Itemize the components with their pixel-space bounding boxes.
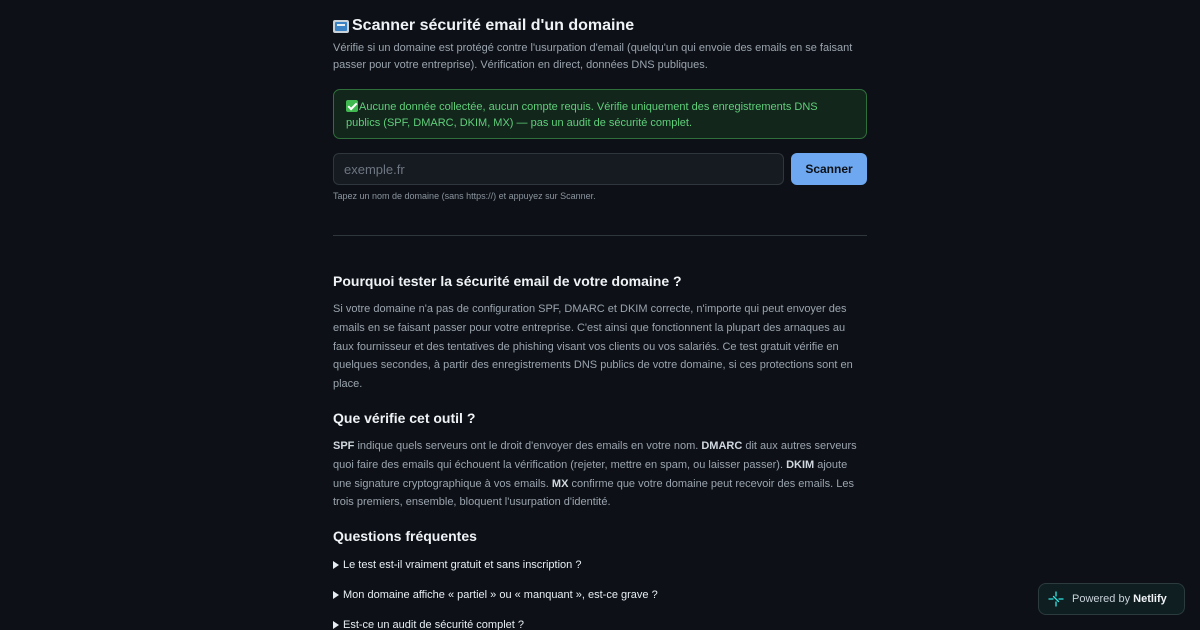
faq-heading: Questions fréquentes [333, 528, 477, 545]
faq-item[interactable] [333, 618, 867, 630]
page-title-text: Scanner sécurité email d'un domaine [352, 17, 635, 34]
faq-question: Le test est-il vraiment gratuit et sans inscription ? [343, 559, 582, 572]
dkim-term: DKIM [786, 458, 815, 471]
netlify-badge-text [1072, 593, 1167, 605]
search-row [333, 153, 867, 185]
netlify-badge-prefix: Powered by [1072, 593, 1134, 605]
faq-item[interactable] [333, 588, 867, 602]
mx-term: MX [551, 477, 569, 490]
page-title [333, 16, 867, 36]
faq-question: Mon domaine affiche « partiel » ou « manquant », est-ce grave ? [343, 589, 658, 602]
domain-input[interactable] [333, 153, 784, 185]
section-why-heading: Pourquoi tester la sécurité email de votre domaine ? [333, 273, 682, 289]
page-subtitle: Vérifie si un domaine est protégé contre l'usurpation d'email (quelqu'un qui envoie des emails en se faisant passer pour votre entreprise). Vérification en direct, données DNS publiques. [333, 42, 853, 71]
privacy-notice [333, 89, 867, 139]
privacy-notice-text: Aucune donnée collectée, aucun compte requis. Vérifie uniquement des enregistrements DNS publics (SPF, DMARC, DKIM, MX) — pas un audit de sécurité complet. [346, 101, 818, 129]
disclosure-triangle-icon [333, 561, 339, 569]
section-what-heading: Que vérifie cet outil ? [333, 409, 476, 426]
netlify-brand: Netlify [1133, 593, 1167, 605]
disclosure-triangle-icon [333, 591, 339, 599]
faq-item[interactable] [333, 558, 867, 572]
netlify-badge[interactable] [1038, 583, 1185, 615]
disclosure-triangle-icon [333, 621, 339, 629]
section-what-text [333, 437, 867, 512]
mx-description: confirme que votre domaine peut recevoir des emails. Les trois premiers, ensemble, bloquent l'usurpation d'identité. [333, 477, 854, 509]
main-content [333, 16, 867, 630]
section-why-text: Si votre domaine n'a pas de configuration SPF, DMARC et DKIM correcte, n'importe qui peut envoyer des emails en se faisant passer pour votre entreprise. C'est ainsi que fonctionnent la plupart des arnaques au faux fournisseur et des tentatives de phishing visant vos clients ou vos salariés. Ce test gratuit vérifie en quelques secondes, à partir des enregistrements DNS publics de votre domaine, si ces protections sont en place. [333, 303, 853, 391]
check-icon [346, 100, 358, 112]
dkim-description: ajoute une signature cryptographique à vos emails. [333, 458, 848, 490]
spf-description: indique quels serveurs ont le droit d'envoyer des emails en votre nom. [354, 439, 702, 452]
spf-term: SPF [333, 439, 355, 452]
netlify-logo-icon [1048, 591, 1064, 607]
faq-question: Est-ce un audit de sécurité complet ? [343, 619, 524, 630]
divider [333, 235, 867, 236]
dmarc-term: DMARC [701, 439, 743, 452]
search-hint: Tapez un nom de domaine (sans https://) et appuyez sur Scanner. [333, 191, 596, 201]
email-envelope-icon [333, 20, 349, 33]
scan-button[interactable]: Scanner [791, 153, 867, 185]
dmarc-description: dit aux autres serveurs quoi faire des emails qui échouent la vérification (rejeter, mettre en spam, ou laisser passer). [333, 439, 857, 471]
